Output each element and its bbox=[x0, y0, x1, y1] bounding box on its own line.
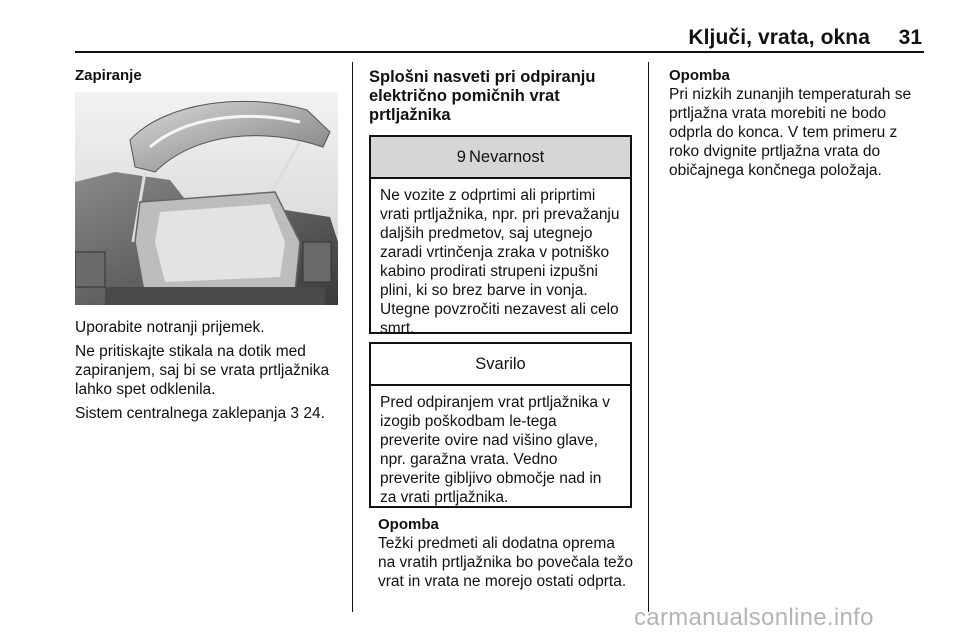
header-title: Ključi, vrata, okna bbox=[688, 26, 870, 49]
column-separator-2 bbox=[648, 62, 649, 612]
danger-box-header bbox=[371, 137, 630, 179]
note-col3 bbox=[669, 67, 927, 180]
column-separator-1 bbox=[352, 62, 353, 612]
caution-box-title: Svarilo bbox=[475, 354, 526, 373]
paragraph-touch-switch: Ne pritiskajte stikala na dotik med zapiranjem, saj bi se vrata prtljažnika lahko spet odklenila. bbox=[75, 343, 330, 398]
note-col3-title: Opomba bbox=[669, 67, 730, 84]
section-heading-zapiranje: Zapiranje bbox=[75, 67, 142, 84]
danger-box bbox=[369, 135, 632, 337]
central-locking-ref-page: 24. bbox=[303, 405, 325, 422]
note-col3-text: Pri nizkih zunanjih temperaturah se prtljažna vrata morebiti ne bodo odprla do konca. V tem primeru z roko dvignite prtljažna vrata do običajnega končnega položaja. bbox=[669, 86, 912, 179]
danger-box-title: Nevarnost bbox=[468, 147, 545, 166]
note-col2 bbox=[378, 516, 634, 591]
central-locking-ref-text: Sistem centralnega zaklepanja bbox=[75, 405, 287, 422]
danger-box-text: Ne vozite z odprtimi ali priprtimi vrati prtljažnika, npr. pri prevažanju daljših predmetov, saj utegnejo zaradi vrtinčenja zraka v potniško kabino prodirati strupeni izpušni plini, ki so brez barve in vonja. Utegne povzročiti nezavest ali celo smrt. bbox=[380, 187, 620, 337]
page-ref-arrow-icon: 3 bbox=[290, 405, 300, 422]
note-col2-title: Opomba bbox=[378, 516, 439, 533]
caution-box-header bbox=[371, 344, 630, 386]
warning-triangle-icon: 9 bbox=[456, 147, 466, 166]
note-col2-text: Težki predmeti ali dodatna oprema na vratih prtljažnika bo povečala težo vrat in vrata ne morejo ostati odprta. bbox=[378, 535, 634, 590]
section-heading-power-tailgate: Splošni nasveti pri odpiranju električno pomičnih vrat prtljažnika bbox=[369, 68, 596, 124]
caution-box bbox=[369, 342, 632, 508]
tailgate-illustration bbox=[75, 92, 338, 305]
paragraph-central-locking-ref bbox=[75, 404, 350, 423]
watermark: carmanualsonline.info bbox=[634, 604, 874, 631]
page-number: 31 bbox=[898, 26, 922, 49]
paragraph-inner-handle: Uporabite notranji prijemek. bbox=[75, 319, 265, 336]
caution-box-text: Pred odpiranjem vrat prtljažnika v izogib poškodbam le-tega preverite ovire nad višino glave, npr. garažna vrata. Vedno preverite gibljivo območje nad in za vrati prtljažnika. bbox=[380, 394, 611, 506]
header-rule bbox=[75, 51, 924, 53]
